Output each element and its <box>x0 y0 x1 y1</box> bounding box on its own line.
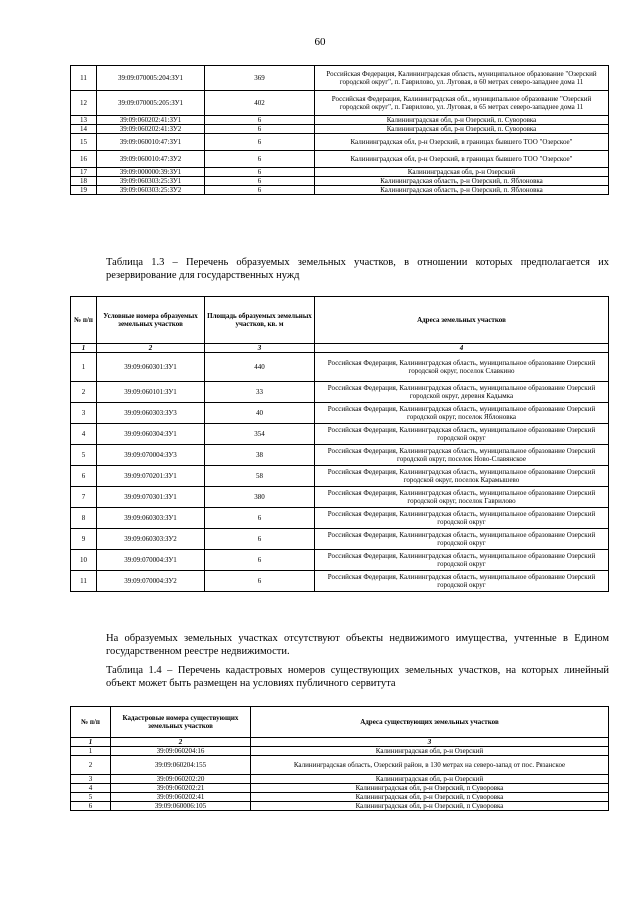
cadastral-number: 39:09:060202:41:ЗУ1 <box>97 116 205 125</box>
table-row <box>71 466 609 487</box>
address: Калининградская обл, р-н Озерский, в границах бывшего ТОО "Озерское" <box>315 134 609 151</box>
area-value: 6 <box>205 550 315 571</box>
column-index: 1 <box>71 738 111 747</box>
table-row <box>71 784 609 793</box>
table-1-4-caption <box>70 664 609 690</box>
header-area: Площадь образуемых земельных участков, кв. м <box>205 297 315 344</box>
cadastral-number: 39:09:060202:21 <box>111 784 251 793</box>
header-number: № п/п <box>71 297 97 344</box>
area-value: 354 <box>205 424 315 445</box>
address: Российская Федерация, Калининградская область, муниципальное образование Озерский городской округ <box>315 571 609 592</box>
cadastral-number: 39:09:060202:41:ЗУ2 <box>97 125 205 134</box>
column-index: 3 <box>251 738 609 747</box>
area-value: 6 <box>205 168 315 177</box>
row-number: 15 <box>71 134 97 151</box>
table-row <box>71 66 609 91</box>
table-row <box>71 550 609 571</box>
cadastral-number: 39:09:060303:25:ЗУ1 <box>97 177 205 186</box>
table-row <box>71 529 609 550</box>
row-number: 9 <box>71 529 97 550</box>
row-number: 14 <box>71 125 97 134</box>
address: Российская Федерация, Калининградская область, муниципальное образование Озерский городской округ <box>315 529 609 550</box>
cadastral-number: 39:09:060303:25:ЗУ2 <box>97 186 205 195</box>
table-row <box>71 134 609 151</box>
address: Российская Федерация, Калининградская область, муниципальное образование Озерский городской округ, поселок Гаврилово <box>315 487 609 508</box>
column-index: 2 <box>111 738 251 747</box>
row-number: 17 <box>71 168 97 177</box>
row-number: 16 <box>71 151 97 168</box>
table-row <box>71 382 609 403</box>
table-row <box>71 125 609 134</box>
area-value: 6 <box>205 151 315 168</box>
address: Калининградская обл, р-н Озерский, п. Суворовка <box>315 125 609 134</box>
address: Калининградская область, Озерский район, в 130 метрах на северо-запад от пос. Рязанское <box>251 756 609 775</box>
column-index-row <box>71 738 609 747</box>
address: Калининградская область, р-н Озерский, п. Яблоновка <box>315 177 609 186</box>
cadastral-number: 39:09:070004:ЗУ2 <box>97 571 205 592</box>
row-number: 11 <box>71 66 97 91</box>
area-value: 6 <box>205 571 315 592</box>
area-value: 6 <box>205 529 315 550</box>
area-value: 6 <box>205 177 315 186</box>
cadastral-number: 39:09:060303:ЗУ1 <box>97 508 205 529</box>
table-row <box>71 151 609 168</box>
address: Калининградская обл, р-н Озерский, в границах бывшего ТОО "Озерское" <box>315 151 609 168</box>
address: Российская Федерация, Калининградская область, муниципальное образование Озерский городской округ, поселок Яблоновка <box>315 403 609 424</box>
row-number: 7 <box>71 487 97 508</box>
address: Калининградская обл, р-н Озерский, п Суворовка <box>251 802 609 811</box>
address: Российская Федерация, Калининградская область, муниципальное образование Озерский городской округ, поселок Карамышево <box>315 466 609 487</box>
row-number: 6 <box>71 802 111 811</box>
table-row <box>71 756 609 775</box>
cadastral-number: 39:09:060301:ЗУ1 <box>97 353 205 382</box>
address: Калининградская обл, р-н Озерский, п Суворовка <box>251 793 609 802</box>
table-row <box>71 445 609 466</box>
column-index: 4 <box>315 344 609 353</box>
caption-text: Таблица 1.3 – Перечень образуемых земельных участков, в отношении которых предполагается их резервирование для государственных нужд <box>106 257 609 281</box>
page-number: 60 <box>314 36 326 48</box>
table-row <box>71 487 609 508</box>
row-number: 11 <box>71 571 97 592</box>
body-paragraph <box>70 632 609 658</box>
column-index-row <box>71 344 609 353</box>
area-value: 6 <box>205 186 315 195</box>
cadastral-number: 39:09:060006:105 <box>111 802 251 811</box>
table-row <box>71 424 609 445</box>
table-1-3-caption <box>70 256 609 282</box>
address: Калининградская обл, р-н Озерский <box>251 775 609 784</box>
cadastral-number: 39:09:000000:39:ЗУ1 <box>97 168 205 177</box>
row-number: 5 <box>71 445 97 466</box>
cadastral-number: 39:09:060204:155 <box>111 756 251 775</box>
table-row <box>71 747 609 756</box>
table-row <box>71 403 609 424</box>
row-number: 18 <box>71 177 97 186</box>
cadastral-number: 39:09:060202:41 <box>111 793 251 802</box>
row-number: 6 <box>71 466 97 487</box>
table-row <box>71 91 609 116</box>
caption-text: Таблица 1.4 – Перечень кадастровых номеров существующих земельных участков, на которых линейный объект может быть размещен на условиях публичного сервитута <box>106 665 609 689</box>
row-number: 1 <box>71 353 97 382</box>
cadastral-number: 39:09:060303:ЗУ3 <box>97 403 205 424</box>
header-address: Адреса земельных участков <box>315 297 609 344</box>
column-index: 3 <box>205 344 315 353</box>
table-row <box>71 802 609 811</box>
row-number: 19 <box>71 186 97 195</box>
row-number: 3 <box>71 403 97 424</box>
cadastral-number: 39:09:070005:205:ЗУ1 <box>97 91 205 116</box>
area-value: 6 <box>205 116 315 125</box>
table-row <box>71 177 609 186</box>
paragraph-text: На образуемых земельных участках отсутствуют объекты недвижимого имущества, учтенные в Едином государственном реестре недвижимости. <box>106 633 609 657</box>
header-number: № п/п <box>71 707 111 738</box>
cadastral-number: 39:09:070301:ЗУ1 <box>97 487 205 508</box>
address: Калининградская обл, р-н Озерский <box>315 168 609 177</box>
cadastral-number: 39:09:060304:ЗУ1 <box>97 424 205 445</box>
area-value: 40 <box>205 403 315 424</box>
area-value: 6 <box>205 508 315 529</box>
address: Калининградская обл, р-н Озерский, п Суворовка <box>251 784 609 793</box>
cadastral-number: 39:09:060204:16 <box>111 747 251 756</box>
address: Российская Федерация, Калининградская область, муниципальное образование Озерский городской округ <box>315 424 609 445</box>
column-index: 1 <box>71 344 97 353</box>
table-1-4 <box>70 706 609 811</box>
row-number: 1 <box>71 747 111 756</box>
table-row <box>71 571 609 592</box>
area-value: 369 <box>205 66 315 91</box>
address: Российская Федерация, Калининградская область, муниципальное образование Озерский городской округ <box>315 508 609 529</box>
row-number: 2 <box>71 756 111 775</box>
row-number: 4 <box>71 784 111 793</box>
cadastral-number: 39:09:060202:20 <box>111 775 251 784</box>
cadastral-number: 39:09:060010:47:ЗУ1 <box>97 134 205 151</box>
row-number: 5 <box>71 793 111 802</box>
address: Российская Федерация, Калининградская область, муниципальное образование Озерский городской округ <box>315 550 609 571</box>
table-row <box>71 793 609 802</box>
cadastral-number: 39:09:070004:ЗУ3 <box>97 445 205 466</box>
cadastral-number: 39:09:060010:47:ЗУ2 <box>97 151 205 168</box>
address: Калининградская обл, р-н Озерский, п. Суворовка <box>315 116 609 125</box>
cadastral-number: 39:09:070201:ЗУ1 <box>97 466 205 487</box>
area-value: 380 <box>205 487 315 508</box>
table-continuation <box>70 65 609 195</box>
row-number: 8 <box>71 508 97 529</box>
row-number: 3 <box>71 775 111 784</box>
table-row <box>71 775 609 784</box>
area-value: 58 <box>205 466 315 487</box>
cadastral-number: 39:09:060101:ЗУ1 <box>97 382 205 403</box>
address: Российская Федерация, Калининградская область, муниципальное образование Озерский городской округ, поселок Ново-Славянское <box>315 445 609 466</box>
area-value: 33 <box>205 382 315 403</box>
table-header-row <box>71 297 609 344</box>
area-value: 38 <box>205 445 315 466</box>
address: Калининградская обл, р-н Озерский <box>251 747 609 756</box>
header-cadastral: Условные номера образуемых земельных участков <box>97 297 205 344</box>
header-address: Адреса существующих земельных участков <box>251 707 609 738</box>
header-cadastral: Кадастровые номера существующих земельных участков <box>111 707 251 738</box>
row-number: 13 <box>71 116 97 125</box>
cadastral-number: 39:09:070004:ЗУ1 <box>97 550 205 571</box>
table-row <box>71 353 609 382</box>
address: Калининградская область, р-н Озерский, п. Яблоновка <box>315 186 609 195</box>
area-value: 6 <box>205 125 315 134</box>
area-value: 440 <box>205 353 315 382</box>
table-row <box>71 116 609 125</box>
table-1-3 <box>70 296 609 592</box>
table-row <box>71 168 609 177</box>
address: Российская Федерация, Калининградская область, муниципальное образование "Озерский городской округ", п. Гаврилово, ул. Луговая, в 60 метрах северо-западнее дома 11 <box>315 66 609 91</box>
table-header-row <box>71 707 609 738</box>
row-number: 4 <box>71 424 97 445</box>
table-row <box>71 508 609 529</box>
area-value: 402 <box>205 91 315 116</box>
column-index: 2 <box>97 344 205 353</box>
address: Российская Федерация, Калининградская область, муниципальное образование Озерский городской округ, поселок Славкино <box>315 353 609 382</box>
table-row <box>71 186 609 195</box>
cadastral-number: 39:09:060303:ЗУ2 <box>97 529 205 550</box>
row-number: 2 <box>71 382 97 403</box>
address: Российская Федерация, Калининградская область, муниципальное образование Озерский городской округ, деревня Кадымка <box>315 382 609 403</box>
cadastral-number: 39:09:070005:204:ЗУ1 <box>97 66 205 91</box>
area-value: 6 <box>205 134 315 151</box>
address: Российская Федерация, Калининградская обл., муниципальное образование "Озерский городской округ", п. Гаврилово, ул. Луговая, в 65 метрах северо-западнее дома 11 <box>315 91 609 116</box>
row-number: 12 <box>71 91 97 116</box>
row-number: 10 <box>71 550 97 571</box>
